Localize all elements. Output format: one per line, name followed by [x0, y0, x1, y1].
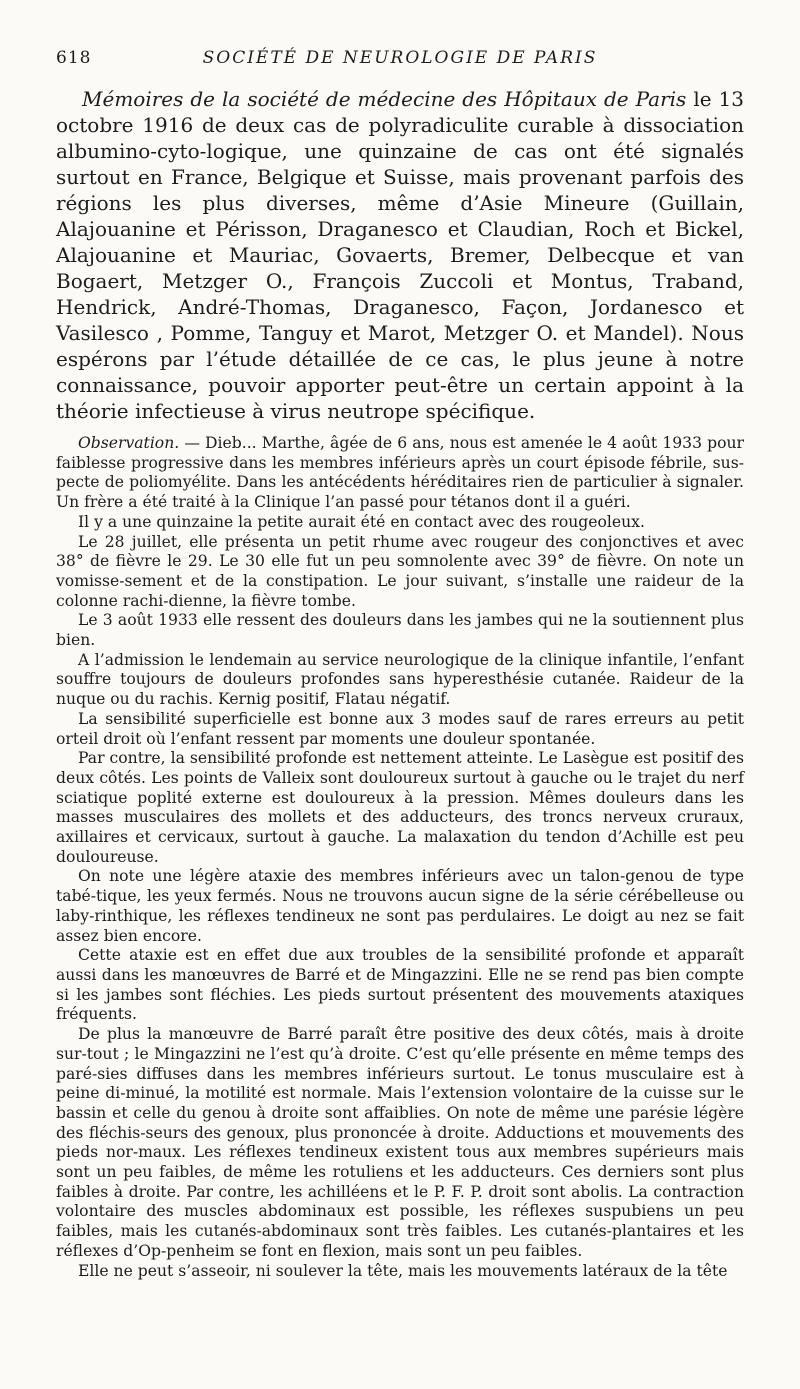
case-paragraph-5: La sensibilité superficielle est bonne aux 3 modes sauf de rares erreurs au petit orteil droit où l’enfant ressent par moments une douleur spontanée.	[56, 709, 744, 748]
case-paragraph-3: Le 3 août 1933 elle ressent des douleurs dans les jambes qui ne la soutiennent plus bien.	[56, 611, 744, 650]
observation-text: — Dieb... Marthe, âgée de 6 ans, nous est amenée le 4 août 1933 pour faiblesse progressive dans les membres inférieurs après un court épisode fébrile, sus-pecte de poliomyélite. Dans les antécédents héréditaires rien de particulier à signaler. Un frère a été traité à la Clinique l’an passé pour tétanos dont il a guéri.	[56, 434, 744, 512]
intro-paragraph	[56, 86, 744, 424]
running-title: SOCIÉTÉ DE NEUROLOGIE DE PARIS	[202, 48, 598, 68]
case-paragraph-8: Cette ataxie est en effet due aux troubles de la sensibilité profonde et apparaît aussi dans les manœuvres de Barré et de Mingazzini. Elle ne se rend pas bien compte si les jambes sont fléchies. Les pieds surtout présentent des mouvements ataxiques fréquents.	[56, 946, 744, 1024]
intro-text: le 13 octobre 1916 de deux cas de polyradiculite curable à dissociation albumino-cyto-logique, une quinzaine de cas ont été signalés surtout en France, Belgique et Suisse, mais provenant parfois des régions les plus diverses, même d’Asie Mineure (Guillain, Alajouanine et Périsson, Draganesco et Claudian, Roch et Bickel, Alajouanine et Mauriac, Govaerts, Bremer, Delbecque et van Bogaert, Metzger O., François Zuccoli et Montus, Traband, Hendrick, André-Thomas, Draganesco, Façon, Jordanesco et Vasilesco , Pomme, Tanguy et Marot, Metzger O. et Mandel). Nous espérons par l’étude détaillée de ce cas, le plus jeune à notre connaissance, pouvoir apporter peut-être un certain appoint à la théorie infectieuse à virus neutrope spécifique.	[56, 87, 744, 423]
case-paragraph-4: A l’admission le lendemain au service neurologique de la clinique infantile, l’enfant souffre toujours de douleurs profondes sans hyperesthésie cutanée. Raideur de la nuque ou du rachis. Kernig positif, Flatau négatif.	[56, 650, 744, 709]
case-paragraph-7: On note une légère ataxie des membres inférieurs avec un talon-genou de type tabé-tique, les yeux fermés. Nous ne trouvons aucun signe de la série cérébelleuse ou laby-rinthique, les réflexes tendineux ne sont pas perdulaires. Le doigt au nez se fait assez bien encore.	[56, 867, 744, 945]
page-header	[56, 48, 744, 76]
observation-label: Observation.	[78, 434, 180, 452]
page-number: 618	[56, 48, 92, 68]
observation-paragraph	[56, 434, 744, 513]
case-paragraph-1: Il y a une quinzaine la petite aurait été en contact avec des rougeoleux.	[78, 512, 645, 531]
case-paragraph-9: De plus la manœuvre de Barré paraît être positive des deux côtés, mais à droite sur-tout ; le Mingazzini ne l’est qu’à droite. C’est qu’elle présente en même temps des paré-sies diffuses dans les membres inférieurs surtout. Le tonus musculaire est à peine di-minué, la motilité est normale. Mais l’extension volontaire de la cuisse sur le bassin et celle du genou à droite sont affaiblies. On note de même une parésie légère des fléchis-seurs des genoux, plus prononcée à droite. Adductions et mouvements des pieds nor-maux. Les réflexes tendineux existent tous aux membres supérieurs mais sont un peu faibles, de même les rotuliens et les adducteurs. Ces derniers sont plus faibles à droite. Par contre, les achilléens et le P. F. P. droit sont abolis. La contraction volontaire des muscles abdominaux est possible, les réflexes suspubiens un peu faibles, mais les cutanés-abdominaux sont très faibles. Les cutanés-plantaires et les réflexes d’Op-penheim se font en flexion, mais sont un peu faibles.	[56, 1025, 744, 1260]
case-paragraph-10: Elle ne peut s’asseoir, ni soulever la tête, mais les mouvements latéraux de la tête	[78, 1261, 728, 1280]
intro-journal-title: Mémoires de la société de médecine des Hôpitaux de Paris	[82, 87, 687, 111]
case-paragraph-6: Par contre, la sensibilité profonde est nettement atteinte. Le Lasègue est positif des deux côtés. Les points de Valleix sont douloureux surtout à gauche ou le trajet du nerf sciatique poplité externe est douloureux à la pression. Mêmes douleurs dans les masses musculaires des mollets et des adducteurs, des troncs nerveux cruraux, axillaires et cervicaux, surtout à gauche. La malaxation du tendon d’Achille est peu douloureuse.	[56, 749, 744, 866]
case-paragraph-2: Le 28 juillet, elle présenta un petit rhume avec rougeur des conjonctives et avec 38° de fièvre le 29. Le 30 elle fut un peu somnolente avec 39° de fièvre. On note un vomisse-sement et de la constipation. Le jour suivant, s’installe une raideur de la colonne rachi-dienne, la fièvre tombe.	[56, 532, 744, 610]
